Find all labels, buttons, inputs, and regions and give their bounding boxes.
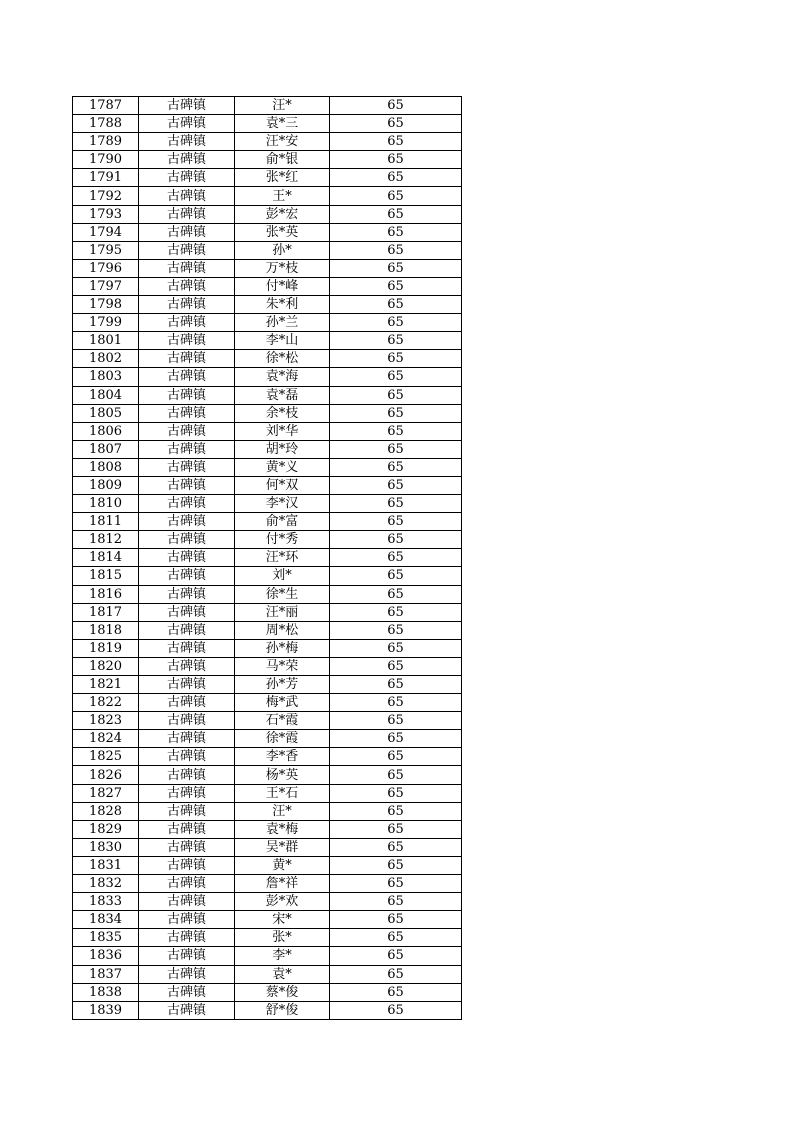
table-row — [73, 676, 462, 694]
table-row — [73, 983, 462, 1001]
amount-cell: 65 — [330, 97, 462, 115]
table-row — [73, 440, 462, 458]
table-row — [73, 712, 462, 730]
town-cell: 古碑镇 — [139, 115, 235, 133]
row-number-cell: 1788 — [73, 115, 139, 133]
town-cell: 古碑镇 — [139, 223, 235, 241]
amount-cell: 65 — [330, 875, 462, 893]
table-row — [73, 567, 462, 585]
town-cell: 古碑镇 — [139, 621, 235, 639]
name-cell: 舒*俊 — [235, 1001, 330, 1019]
row-number-cell: 1803 — [73, 368, 139, 386]
row-number-cell: 1809 — [73, 476, 139, 494]
name-cell: 黄* — [235, 856, 330, 874]
row-number-cell: 1804 — [73, 386, 139, 404]
name-cell: 俞*银 — [235, 151, 330, 169]
table-row — [73, 621, 462, 639]
town-cell: 古碑镇 — [139, 97, 235, 115]
table-row — [73, 531, 462, 549]
table-row — [73, 513, 462, 531]
amount-cell: 65 — [330, 476, 462, 494]
town-cell: 古碑镇 — [139, 187, 235, 205]
row-number-cell: 1816 — [73, 585, 139, 603]
town-cell: 古碑镇 — [139, 422, 235, 440]
table-row — [73, 259, 462, 277]
amount-cell: 65 — [330, 784, 462, 802]
table-row — [73, 585, 462, 603]
row-number-cell: 1820 — [73, 657, 139, 675]
name-cell: 张* — [235, 929, 330, 947]
name-cell: 王* — [235, 187, 330, 205]
town-cell: 古碑镇 — [139, 151, 235, 169]
row-number-cell: 1821 — [73, 676, 139, 694]
name-cell: 付*秀 — [235, 531, 330, 549]
amount-cell: 65 — [330, 531, 462, 549]
town-cell: 古碑镇 — [139, 332, 235, 350]
table-row — [73, 856, 462, 874]
amount-cell: 65 — [330, 277, 462, 295]
amount-cell: 65 — [330, 766, 462, 784]
amount-cell: 65 — [330, 694, 462, 712]
row-number-cell: 1790 — [73, 151, 139, 169]
amount-cell: 65 — [330, 965, 462, 983]
row-number-cell: 1831 — [73, 856, 139, 874]
amount-cell: 65 — [330, 205, 462, 223]
name-cell: 孙*芳 — [235, 676, 330, 694]
town-cell: 古碑镇 — [139, 983, 235, 1001]
row-number-cell: 1830 — [73, 838, 139, 856]
town-cell: 古碑镇 — [139, 893, 235, 911]
row-number-cell: 1812 — [73, 531, 139, 549]
town-cell: 古碑镇 — [139, 748, 235, 766]
table-row — [73, 657, 462, 675]
town-cell: 古碑镇 — [139, 1001, 235, 1019]
row-number-cell: 1797 — [73, 277, 139, 295]
town-cell: 古碑镇 — [139, 259, 235, 277]
amount-cell: 65 — [330, 368, 462, 386]
table-row — [73, 277, 462, 295]
name-cell: 吴*群 — [235, 838, 330, 856]
row-number-cell: 1793 — [73, 205, 139, 223]
table-row — [73, 187, 462, 205]
amount-cell: 65 — [330, 802, 462, 820]
town-cell: 古碑镇 — [139, 350, 235, 368]
amount-cell: 65 — [330, 748, 462, 766]
town-cell: 古碑镇 — [139, 657, 235, 675]
amount-cell: 65 — [330, 947, 462, 965]
table-row — [73, 458, 462, 476]
row-number-cell: 1823 — [73, 712, 139, 730]
row-number-cell: 1791 — [73, 169, 139, 187]
town-cell: 古碑镇 — [139, 676, 235, 694]
name-cell: 汪* — [235, 802, 330, 820]
amount-cell: 65 — [330, 603, 462, 621]
amount-cell: 65 — [330, 115, 462, 133]
row-number-cell: 1827 — [73, 784, 139, 802]
amount-cell: 65 — [330, 404, 462, 422]
table-row — [73, 784, 462, 802]
town-cell: 古碑镇 — [139, 133, 235, 151]
table-row — [73, 893, 462, 911]
table-row — [73, 115, 462, 133]
amount-cell: 65 — [330, 856, 462, 874]
data-table — [72, 96, 462, 1020]
row-number-cell: 1807 — [73, 440, 139, 458]
table-row — [73, 476, 462, 494]
name-cell: 刘*华 — [235, 422, 330, 440]
name-cell: 付*峰 — [235, 277, 330, 295]
town-cell: 古碑镇 — [139, 458, 235, 476]
table-row — [73, 404, 462, 422]
name-cell: 李*汉 — [235, 495, 330, 513]
amount-cell: 65 — [330, 549, 462, 567]
name-cell: 徐*生 — [235, 585, 330, 603]
row-number-cell: 1833 — [73, 893, 139, 911]
name-cell: 余*枝 — [235, 404, 330, 422]
town-cell: 古碑镇 — [139, 495, 235, 513]
amount-cell: 65 — [330, 440, 462, 458]
name-cell: 李* — [235, 947, 330, 965]
town-cell: 古碑镇 — [139, 820, 235, 838]
row-number-cell: 1829 — [73, 820, 139, 838]
table-row — [73, 730, 462, 748]
town-cell: 古碑镇 — [139, 694, 235, 712]
table-row — [73, 151, 462, 169]
row-number-cell: 1794 — [73, 223, 139, 241]
amount-cell: 65 — [330, 820, 462, 838]
name-cell: 朱*利 — [235, 296, 330, 314]
table-row — [73, 929, 462, 947]
table-row — [73, 223, 462, 241]
name-cell: 王*石 — [235, 784, 330, 802]
town-cell: 古碑镇 — [139, 603, 235, 621]
town-cell: 古碑镇 — [139, 856, 235, 874]
amount-cell: 65 — [330, 983, 462, 1001]
table-row — [73, 169, 462, 187]
town-cell: 古碑镇 — [139, 947, 235, 965]
row-number-cell: 1817 — [73, 603, 139, 621]
name-cell: 袁*梅 — [235, 820, 330, 838]
town-cell: 古碑镇 — [139, 404, 235, 422]
row-number-cell: 1832 — [73, 875, 139, 893]
town-cell: 古碑镇 — [139, 314, 235, 332]
row-number-cell: 1819 — [73, 639, 139, 657]
name-cell: 詹*祥 — [235, 875, 330, 893]
row-number-cell: 1815 — [73, 567, 139, 585]
name-cell: 石*霞 — [235, 712, 330, 730]
amount-cell: 65 — [330, 929, 462, 947]
town-cell: 古碑镇 — [139, 277, 235, 295]
name-cell: 何*双 — [235, 476, 330, 494]
table-row — [73, 205, 462, 223]
name-cell: 张*英 — [235, 223, 330, 241]
town-cell: 古碑镇 — [139, 368, 235, 386]
amount-cell: 65 — [330, 911, 462, 929]
table-row — [73, 495, 462, 513]
row-number-cell: 1798 — [73, 296, 139, 314]
row-number-cell: 1799 — [73, 314, 139, 332]
name-cell: 孙*兰 — [235, 314, 330, 332]
row-number-cell: 1814 — [73, 549, 139, 567]
town-cell: 古碑镇 — [139, 838, 235, 856]
amount-cell: 65 — [330, 712, 462, 730]
table-row — [73, 332, 462, 350]
table-row — [73, 947, 462, 965]
amount-cell: 65 — [330, 151, 462, 169]
town-cell: 古碑镇 — [139, 639, 235, 657]
amount-cell: 65 — [330, 893, 462, 911]
amount-cell: 65 — [330, 621, 462, 639]
town-cell: 古碑镇 — [139, 549, 235, 567]
amount-cell: 65 — [330, 585, 462, 603]
name-cell: 孙*梅 — [235, 639, 330, 657]
table-row — [73, 368, 462, 386]
row-number-cell: 1796 — [73, 259, 139, 277]
town-cell: 古碑镇 — [139, 386, 235, 404]
table-row — [73, 965, 462, 983]
amount-cell: 65 — [330, 513, 462, 531]
table-row — [73, 748, 462, 766]
town-cell: 古碑镇 — [139, 169, 235, 187]
row-number-cell: 1811 — [73, 513, 139, 531]
row-number-cell: 1795 — [73, 241, 139, 259]
name-cell: 蔡*俊 — [235, 983, 330, 1001]
name-cell: 宋* — [235, 911, 330, 929]
name-cell: 徐*松 — [235, 350, 330, 368]
amount-cell: 65 — [330, 133, 462, 151]
amount-cell: 65 — [330, 495, 462, 513]
name-cell: 孙* — [235, 241, 330, 259]
name-cell: 李*山 — [235, 332, 330, 350]
amount-cell: 65 — [330, 838, 462, 856]
town-cell: 古碑镇 — [139, 440, 235, 458]
row-number-cell: 1828 — [73, 802, 139, 820]
amount-cell: 65 — [330, 169, 462, 187]
name-cell: 俞*富 — [235, 513, 330, 531]
amount-cell: 65 — [330, 458, 462, 476]
amount-cell: 65 — [330, 241, 462, 259]
amount-cell: 65 — [330, 657, 462, 675]
name-cell: 万*枝 — [235, 259, 330, 277]
table-row — [73, 314, 462, 332]
name-cell: 李*香 — [235, 748, 330, 766]
amount-cell: 65 — [330, 730, 462, 748]
town-cell: 古碑镇 — [139, 766, 235, 784]
town-cell: 古碑镇 — [139, 205, 235, 223]
town-cell: 古碑镇 — [139, 531, 235, 549]
row-number-cell: 1824 — [73, 730, 139, 748]
name-cell: 彭*欢 — [235, 893, 330, 911]
town-cell: 古碑镇 — [139, 784, 235, 802]
town-cell: 古碑镇 — [139, 476, 235, 494]
row-number-cell: 1806 — [73, 422, 139, 440]
town-cell: 古碑镇 — [139, 712, 235, 730]
row-number-cell: 1825 — [73, 748, 139, 766]
row-number-cell: 1810 — [73, 495, 139, 513]
amount-cell: 65 — [330, 639, 462, 657]
table-row — [73, 639, 462, 657]
name-cell: 汪*环 — [235, 549, 330, 567]
name-cell: 马*荣 — [235, 657, 330, 675]
table-row — [73, 875, 462, 893]
table-row — [73, 766, 462, 784]
row-number-cell: 1836 — [73, 947, 139, 965]
town-cell: 古碑镇 — [139, 911, 235, 929]
row-number-cell: 1835 — [73, 929, 139, 947]
town-cell: 古碑镇 — [139, 730, 235, 748]
row-number-cell: 1801 — [73, 332, 139, 350]
row-number-cell: 1808 — [73, 458, 139, 476]
row-number-cell: 1792 — [73, 187, 139, 205]
row-number-cell: 1787 — [73, 97, 139, 115]
amount-cell: 65 — [330, 676, 462, 694]
town-cell: 古碑镇 — [139, 929, 235, 947]
row-number-cell: 1826 — [73, 766, 139, 784]
table-row — [73, 133, 462, 151]
table-row — [73, 820, 462, 838]
table-row — [73, 386, 462, 404]
table-row — [73, 603, 462, 621]
table-row — [73, 802, 462, 820]
table-body — [73, 97, 462, 1020]
name-cell: 汪*丽 — [235, 603, 330, 621]
table-row — [73, 1001, 462, 1019]
name-cell: 汪* — [235, 97, 330, 115]
row-number-cell: 1802 — [73, 350, 139, 368]
table-row — [73, 422, 462, 440]
amount-cell: 65 — [330, 567, 462, 585]
amount-cell: 65 — [330, 386, 462, 404]
name-cell: 胡*玲 — [235, 440, 330, 458]
amount-cell: 65 — [330, 350, 462, 368]
name-cell: 徐*霞 — [235, 730, 330, 748]
name-cell: 彭*宏 — [235, 205, 330, 223]
row-number-cell: 1789 — [73, 133, 139, 151]
row-number-cell: 1834 — [73, 911, 139, 929]
table-row — [73, 549, 462, 567]
amount-cell: 65 — [330, 1001, 462, 1019]
table-row — [73, 296, 462, 314]
town-cell: 古碑镇 — [139, 875, 235, 893]
amount-cell: 65 — [330, 332, 462, 350]
name-cell: 周*松 — [235, 621, 330, 639]
table-row — [73, 838, 462, 856]
town-cell: 古碑镇 — [139, 567, 235, 585]
name-cell: 黄*义 — [235, 458, 330, 476]
town-cell: 古碑镇 — [139, 241, 235, 259]
name-cell: 张*红 — [235, 169, 330, 187]
town-cell: 古碑镇 — [139, 965, 235, 983]
amount-cell: 65 — [330, 296, 462, 314]
table-row — [73, 350, 462, 368]
town-cell: 古碑镇 — [139, 513, 235, 531]
name-cell: 袁* — [235, 965, 330, 983]
name-cell: 梅*武 — [235, 694, 330, 712]
row-number-cell: 1818 — [73, 621, 139, 639]
name-cell: 袁*海 — [235, 368, 330, 386]
table-row — [73, 241, 462, 259]
name-cell: 刘* — [235, 567, 330, 585]
name-cell: 杨*英 — [235, 766, 330, 784]
amount-cell: 65 — [330, 314, 462, 332]
amount-cell: 65 — [330, 422, 462, 440]
name-cell: 袁*磊 — [235, 386, 330, 404]
amount-cell: 65 — [330, 223, 462, 241]
name-cell: 汪*安 — [235, 133, 330, 151]
amount-cell: 65 — [330, 187, 462, 205]
name-cell: 袁*三 — [235, 115, 330, 133]
table-row — [73, 694, 462, 712]
row-number-cell: 1839 — [73, 1001, 139, 1019]
town-cell: 古碑镇 — [139, 802, 235, 820]
row-number-cell: 1837 — [73, 965, 139, 983]
table-row — [73, 911, 462, 929]
table-row — [73, 97, 462, 115]
amount-cell: 65 — [330, 259, 462, 277]
row-number-cell: 1822 — [73, 694, 139, 712]
row-number-cell: 1805 — [73, 404, 139, 422]
town-cell: 古碑镇 — [139, 585, 235, 603]
town-cell: 古碑镇 — [139, 296, 235, 314]
row-number-cell: 1838 — [73, 983, 139, 1001]
